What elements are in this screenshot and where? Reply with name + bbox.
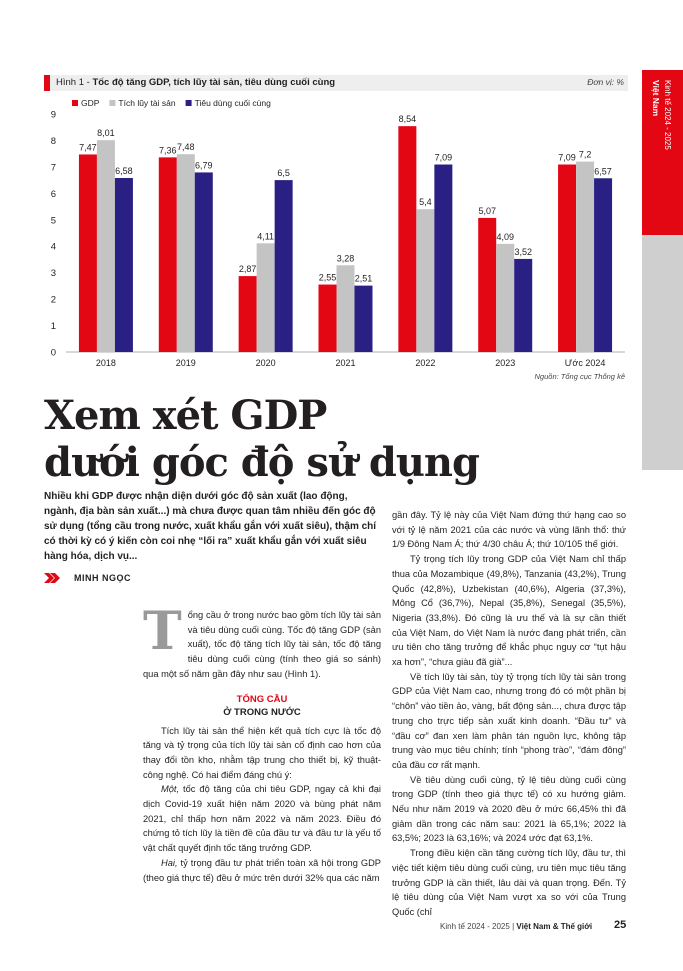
figure-label: Hình 1 - [56,77,93,88]
bar [97,140,115,352]
paragraph-lead-word: Một, [161,784,180,795]
x-tick-label: 2019 [175,358,196,368]
sidebar-section-label [650,80,673,150]
bar [398,126,416,352]
headline-line1: Xem xét GDP [44,392,327,439]
data-label: 7,36 [159,145,177,156]
legend-swatch [186,100,192,106]
figure-title [56,77,335,88]
paragraph: Tỷ trọng tích lũy trong GDP của Việt Nam chỉ thấp thua của Mozambique (49,8%), Tanzania (43,2%), Trung Quốc (42,8%), Uzbekistan (40,6%), Algeria (37,3%), Mông Cổ (36,7%), Nepal (35,8%), Senegal (35,5%), Nigeria (33,8%). Đó cũng là ưu thế và là sự cần thiết của Việt Nam, do Việt Nam là nước đang phát triển, cần ưu tiên cho tăng trưởng để khắc phục nguy cơ “tụt hậu xa hơn”, “chưa giàu đã già”... [392,554,626,668]
paragraph [143,856,381,885]
y-tick-label: 9 [50,109,56,121]
headline [44,392,479,486]
chart-source: Nguồn: Tổng cục Thống kê [534,372,625,381]
paragraph-lead-word: Hai, [161,857,178,868]
x-tick-label: 2022 [415,358,436,368]
data-label: 8,01 [97,128,115,139]
byline-chevron-icon [44,573,60,583]
figure-unit: Đơn vị: % [587,77,624,87]
bar [434,165,452,352]
paragraph [143,782,381,856]
sidebar-grey-tab [642,235,683,470]
bar [115,178,133,352]
footer-separator: | [509,922,517,931]
legend-label: Tiêu dùng cuối cùng [194,98,271,108]
author: MINH NGỌC [74,573,131,583]
y-tick-label: 7 [50,162,56,174]
headline-line2: dưới góc độ sử dụng [44,439,479,486]
y-tick-label: 8 [50,135,56,147]
paragraph: gần đây. Tỷ lệ này của Việt Nam đứng thứ hạng cao so với tỷ lệ năm 2021 của các nước và vùng lãnh thổ: thứ 1/9 Đông Nam Á; thứ 4/30 châu Á; thứ 10/105 thế giới. [392,510,626,550]
y-tick-label: 5 [50,215,56,227]
legend-label: GDP [81,98,100,108]
paragraph-text: tốc độ tăng của chi tiêu GDP, ngay cả khi đại dịch Covid-19 xuất hiện năm 2020 và bùng phát năm 2021, chỉ thấp hơn năm 2022 và năm 2023. Điều đó chứng tỏ tích lũy là tiền đề của đầu tư và đầu tư là yếu tố vật chất quyết định tốc tăng trưởng GDP. [143,784,381,854]
data-label: 2,51 [354,273,373,284]
x-tick-label: Ước 2024 [564,358,606,368]
paragraph: Về tích lũy tài sản, tùy tỷ trọng tích lũy tài sản trong GDP của Việt Nam cao, nhưng trong đó có một phần bị “chôn” vào tiền ảo, vàng, bất động sản..., chưa được tập trung cho trực tiếp sản xuất kinh doanh. “Đầu tư” và “đầu cơ” đan xen làm phân tán nguồn lực, không tập trung vào mục tiêu chính; tính “phong trào”, “đám đông” của đầu cơ rất mạnh. [392,671,626,770]
x-tick-label: 2018 [95,358,116,368]
y-tick-label: 3 [50,268,56,280]
bar [478,218,496,352]
data-label: 5,07 [478,205,496,216]
data-label: 3,28 [336,253,355,264]
bar [319,285,337,352]
data-label: 7,09 [558,152,576,163]
bar-chart [40,92,630,374]
x-tick-label: 2021 [335,358,356,368]
bar [416,209,434,352]
bar [496,244,514,352]
data-label: 8,54 [398,114,417,125]
paragraph-text: tỷ trọng đầu tư phát triển toàn xã hội trong GDP (theo giá thực tế) đều ở mức trên dưới 32% qua các năm [143,857,382,883]
bar [355,286,373,352]
bar [275,180,293,352]
data-label: 6,58 [115,165,133,176]
data-label: 6,57 [594,166,612,177]
data-label: 6,5 [277,168,290,179]
section-subheading: Ở TRONG NƯỚC [223,706,301,718]
data-label: 2,55 [318,272,337,283]
running-footer [440,922,592,931]
data-label: 7,47 [79,142,97,153]
figure-title-text: Tốc độ tăng GDP, tích lũy tài sản, tiêu dùng cuối cùng [92,77,336,88]
bar [337,265,355,352]
data-label: 7,48 [177,142,195,153]
bar [159,157,177,352]
bar [514,259,532,352]
intro-paragraph [143,601,381,682]
data-label: 3,52 [514,246,532,257]
data-label: 2,87 [238,264,257,275]
bar [257,243,275,352]
section-heading: TỔNG CẦU [236,693,288,705]
intro-text: ổng cầu ở trong nước bao gồm tích lũy tài sản và tiêu dùng cuối cùng. Tốc độ tăng GDP (sản xuất), tốc độ tăng tích lũy tài sản, tốc độ tăng tiêu dùng cuối cùng (tính theo giá so sánh) qua một số năm gần đây như sau (Hình 1). [143,610,381,679]
legend-swatch [72,100,78,106]
sidebar-line2: Việt Nam [651,80,661,117]
y-tick-label: 4 [50,241,56,253]
y-tick-label: 0 [50,347,56,359]
paragraph: Trong điều kiện cần tăng cường tích lũy, đầu tư, thì việc tiết kiệm tiêu dùng cuối cùng, ưu tiên mục tiêu tăng trưởng GDP là cần thiết, lâu dài và quan trọng. Đến. Tỷ lệ tiêu dùng của Việt Nam vượt xa so với của Trung Quốc (chỉ [392,848,626,917]
y-tick-label: 2 [50,294,56,306]
footer-text: Kinh tế 2024 - 2025 [440,922,510,931]
figure-header-accent [44,75,50,91]
data-label: 7,2 [578,149,592,160]
data-label: 4,09 [496,231,514,242]
x-tick-label: 2020 [255,358,276,368]
data-label: 4,11 [257,231,275,242]
sidebar-line1: Kinh tế 2024 - 2025 [663,80,672,150]
data-label: 7,09 [434,152,453,163]
bar [576,162,594,352]
article-column-1 [143,601,382,885]
lead-paragraph: Nhiều khi GDP được nhận diện dưới góc độ sản xuất (lao động, ngành, địa bàn sản xuất...) mà chưa được quan tâm nhiều đến góc độ sử dụng (tổng cầu trong nước, xuất khẩu gắn với xuất siêu), thậm chí có thời kỳ có ý kiến còn coi nhẹ “lối ra” xuất khẩu gắn với xuất siêu hàng hóa, dịch vụ... [44,491,377,562]
x-tick-label: 2023 [495,358,516,368]
page-number: 25 [614,919,627,931]
legend-label: Tích lũy tài sản [118,98,176,108]
y-tick-label: 1 [50,321,56,333]
y-tick-label: 6 [50,188,56,200]
bar [195,172,213,352]
bar [594,178,612,352]
bar [177,154,195,352]
data-label: 6,79 [195,160,213,171]
data-label: 5,4 [419,197,432,208]
bar [558,165,576,352]
paragraph: Về tiêu dùng cuối cùng, tỷ lệ tiêu dùng cuối cùng trong GDP (tính theo giá thực tế) có xu hướng giảm. Nếu như năm 2019 và 2020 đều ở mức 66,45% thì đã giảm dần trong các năm sau: 2021 là 65,1%; 2022 là 63,5%; 2023 là 63,16%; và 2024 ước đạt 63,1%. [392,774,626,844]
dropcap: T [143,601,182,662]
legend-swatch [109,100,115,106]
bar [239,276,257,352]
article-column-2 [392,508,626,920]
bar [79,154,97,352]
footer-brand: Việt Nam & Thế giới [516,922,593,931]
paragraph: Tích lũy tài sản thể hiện kết quả tích cực là tốc độ tăng và tỷ trọng của tích lũy tài sản cố định cao hơn của thay đổi tồn kho, nhằm tập trung cho thiết bị, kỹ thuật-công nghệ. Có hai điểm đáng chú ý: [143,725,381,780]
